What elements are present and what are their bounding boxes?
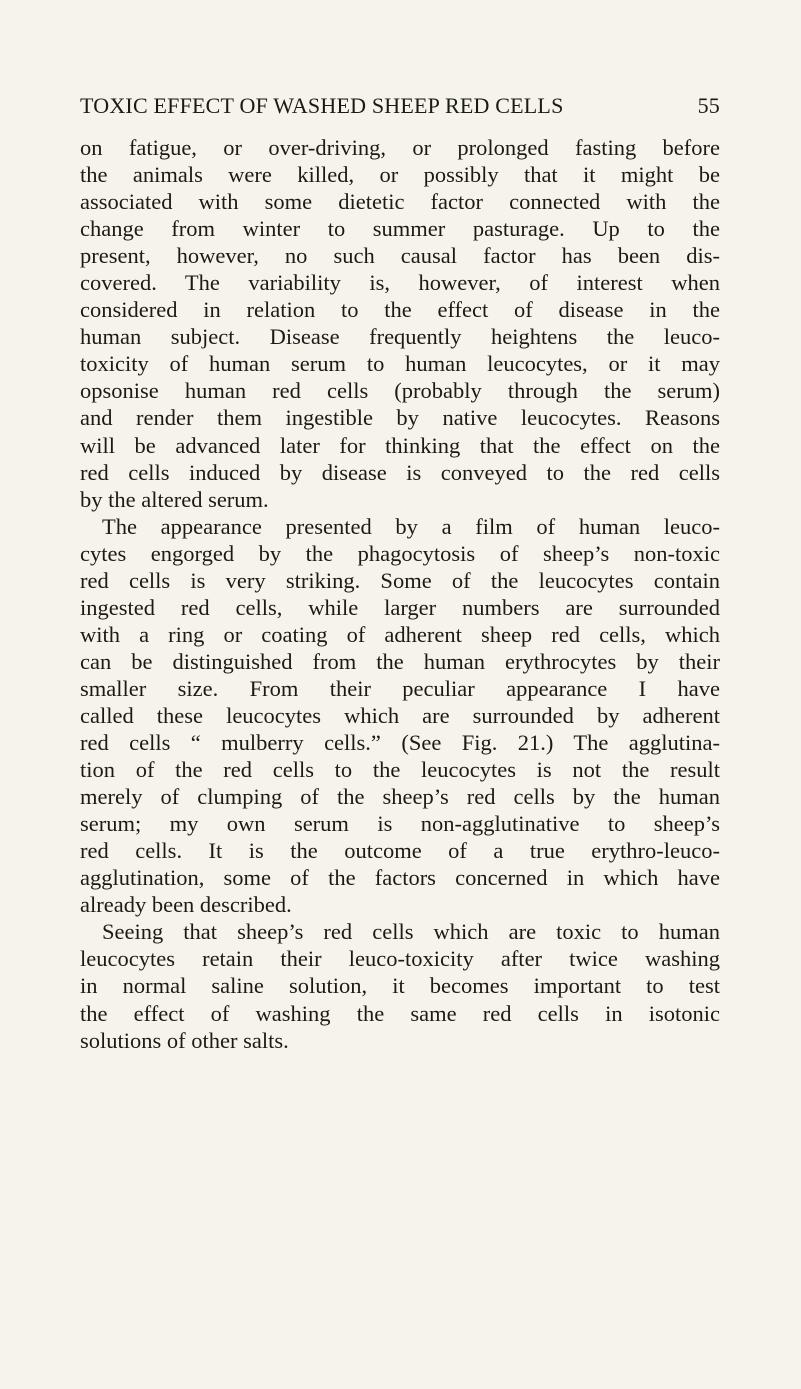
text-line: red cells “ mulberry cells.” (See Fig. 21.) The agglutina- [80, 730, 720, 756]
paragraph [80, 918, 720, 1053]
text-line: merely of clumping of the sheep’s red cells by the human [80, 784, 720, 810]
text-line: by the altered serum. [80, 486, 269, 512]
text-line: red cells. It is the outcome of a true erythro-leuco- [80, 838, 720, 864]
paragraph [80, 134, 720, 513]
text-line: on fatigue, or over-driving, or prolonged fasting before [80, 135, 720, 160]
text-line: already been described. [80, 892, 292, 918]
running-title: TOXIC EFFECT OF WASHED SHEEP RED CELLS [80, 93, 564, 118]
text-line: considered in relation to the effect of disease in the [80, 297, 720, 323]
text-line: smaller size. From their peculiar appearance I have [80, 675, 720, 701]
running-head [80, 91, 720, 121]
text-line: human subject. Disease frequently heightens the leuco- [80, 324, 720, 350]
body-text [80, 134, 720, 1054]
page-number: 55 [697, 93, 720, 118]
text-line: solutions of other salts. [80, 1027, 289, 1053]
text-line: ingested red cells, while larger numbers are surrounded [80, 594, 720, 620]
text-line: associated with some dietetic factor connected with the [80, 189, 720, 215]
text-line: covered. The variability is, however, of interest when [80, 270, 720, 296]
text-line: change from winter to summer pasturage. Up to the [80, 216, 720, 242]
text-line: leucocytes retain their leuco-toxicity after twice washing [80, 946, 720, 972]
paragraph [80, 513, 720, 919]
text-line: tion of the red cells to the leucocytes is not the result [80, 757, 720, 783]
text-line: serum; my own serum is non-agglutinative to sheep’s [80, 811, 720, 837]
text-line: will be advanced later for thinking that the effect on the [80, 432, 720, 458]
text-line: called these leucocytes which are surrounded by adherent [80, 702, 720, 728]
text-line: present, however, no such causal factor has been dis- [80, 243, 720, 269]
text-line: with a ring or coating of adherent sheep red cells, which [80, 621, 720, 647]
text-line: The appearance presented by a film of human leuco- [102, 513, 720, 539]
text-line: agglutination, some of the factors concerned in which have [80, 865, 720, 891]
text-line: red cells induced by disease is conveyed to the red cells [80, 459, 720, 485]
text-line: in normal saline solution, it becomes important to test [80, 973, 720, 999]
text-line: red cells is very striking. Some of the leucocytes contain [80, 567, 720, 593]
text-line: Seeing that sheep’s red cells which are toxic to human [102, 919, 720, 945]
text-line: and render them ingestible by native leucocytes. Reasons [80, 405, 720, 431]
text-line: can be distinguished from the human erythrocytes by their [80, 648, 720, 674]
text-line: toxicity of human serum to human leucocytes, or it may [80, 351, 720, 377]
text-line: opsonise human red cells (probably through the serum) [80, 378, 720, 404]
text-line: the effect of washing the same red cells in isotonic [80, 1000, 720, 1026]
text-line: cytes engorged by the phagocytosis of sheep’s non-toxic [80, 540, 720, 566]
text-line: the animals were killed, or possibly that it might be [80, 162, 720, 188]
